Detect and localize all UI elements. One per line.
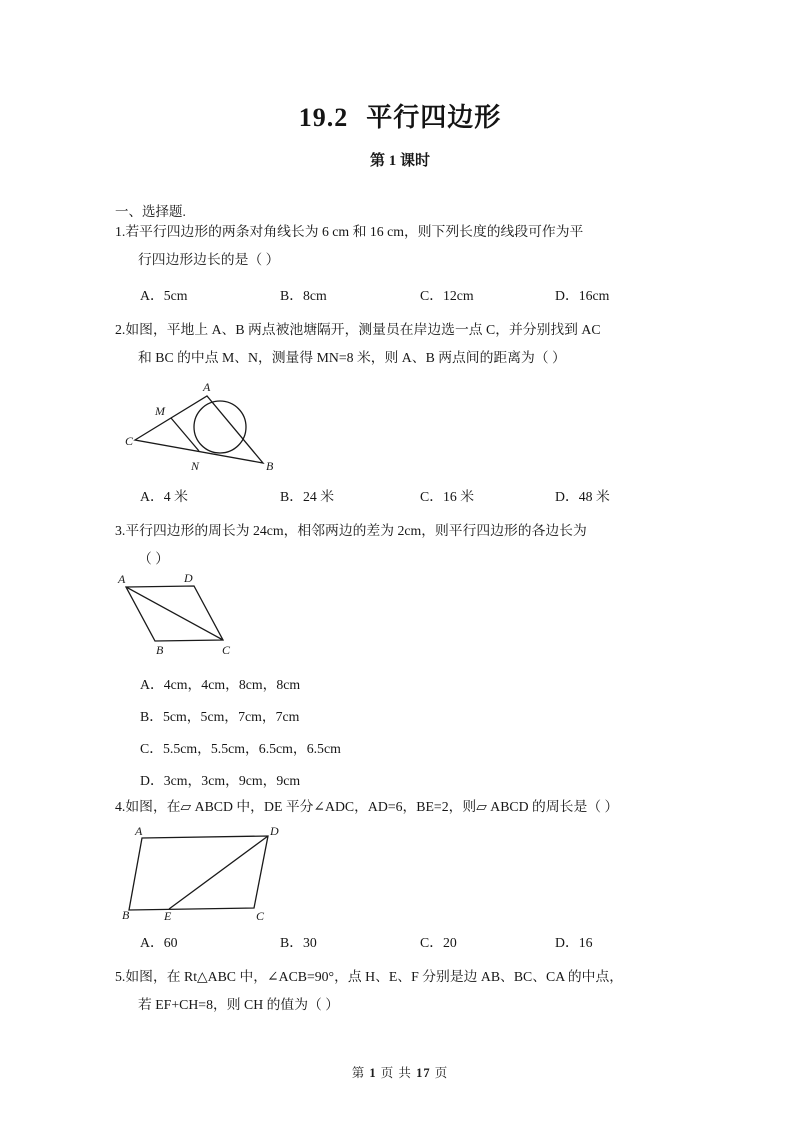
figure-label-a: A xyxy=(203,380,211,394)
question-4-text-1: 如图，在▱ ABCD 中，DE 平分∠ADC，AD=6，BE=2，则▱ ABCD 的周长是（ ） xyxy=(125,799,619,814)
question-1-option-d[interactable]: D．16cm xyxy=(555,288,610,303)
question-2-number: 2. xyxy=(115,322,126,337)
figure-triangle-with-pond xyxy=(125,380,285,475)
question-2-option-b[interactable]: B．24 米 xyxy=(280,489,335,504)
question-4-option-b[interactable]: B．30 xyxy=(280,935,317,950)
figure-label-n: N xyxy=(191,459,200,473)
question-3-number: 3. xyxy=(115,523,126,538)
question-5-text-1: 如图，在 Rt△ABC 中，∠ACB=90°，点 H、E、F 分别是边 AB、BC、CA 的中点， xyxy=(125,969,624,984)
page-subtitle: 第 1 课时 xyxy=(369,153,430,169)
question-1-option-a[interactable]: A．5cm xyxy=(140,288,188,303)
question-2-option-d[interactable]: D．48 米 xyxy=(555,489,610,504)
question-5-line-2: 若 EF+CH=8，则 CH 的值为（ ） xyxy=(138,997,340,1012)
page-title xyxy=(0,97,800,134)
question-2-line-2: 和 BC 的中点 M、N，测量得 MN=8 米，则 A、B 两点间的距离为（ ） xyxy=(138,350,566,365)
footer-suffix: 页 xyxy=(434,1066,449,1080)
figure-label-c: C xyxy=(256,909,265,923)
question-2-line-1 xyxy=(115,320,601,341)
question-2-text-1: 如图，平地上 A、B 两点被池塘隔开，测量员在岸边选一点 C，并分别找到 AC xyxy=(125,322,601,337)
figure-label-m: M xyxy=(155,404,165,418)
question-2-option-a[interactable]: A．4 米 xyxy=(140,489,188,504)
question-5-number: 5. xyxy=(115,969,126,984)
question-1-option-b[interactable]: B．8cm xyxy=(280,288,327,303)
footer-middle: 页 共 xyxy=(380,1066,412,1080)
figure-label-b: B xyxy=(266,459,274,473)
footer-page-number: 1 xyxy=(369,1066,377,1080)
title-number: 19.2 xyxy=(298,103,349,132)
question-3-line-2: （ ） xyxy=(138,551,170,566)
question-1-text-1: 若平行四边形的两条对角线长为 6 cm 和 16 cm，则下列长度的线段可作为平 xyxy=(125,224,584,239)
figure-label-a: A xyxy=(118,572,126,586)
question-5-line-1 xyxy=(115,967,623,988)
title-text: 平行四边形 xyxy=(366,103,502,132)
figure-label-b: B xyxy=(122,908,130,922)
question-2-option-c[interactable]: C．16 米 xyxy=(420,489,475,504)
question-4-option-d[interactable]: D．16 xyxy=(555,935,593,950)
question-1-line-1 xyxy=(115,222,583,243)
question-4-option-a[interactable]: A．60 xyxy=(140,935,178,950)
question-1-line-2: 行四边形边长的是（ ） xyxy=(138,252,280,267)
question-3-option-d[interactable]: D．3cm，3cm，9cm，9cm xyxy=(140,773,301,788)
question-4-line-1 xyxy=(115,797,618,818)
section-heading: 一、选择题. xyxy=(115,204,186,219)
question-3-option-a[interactable]: A．4cm，4cm，8cm，8cm xyxy=(140,677,301,692)
figure-label-e: E xyxy=(164,909,172,923)
figure-parallelogram-de xyxy=(122,824,282,923)
page-footer xyxy=(0,1063,800,1081)
question-3-option-c[interactable]: C．5.5cm，5.5cm，6.5cm，6.5cm xyxy=(140,741,341,756)
figure-label-b: B xyxy=(156,643,164,657)
question-4-option-c[interactable]: C．20 xyxy=(420,935,457,950)
figure-parallelogram-diagonal xyxy=(118,572,248,657)
figure-label-c: C xyxy=(125,434,134,448)
figure-label-a: A xyxy=(135,824,143,838)
question-3-option-b[interactable]: B．5cm，5cm，7cm，7cm xyxy=(140,709,300,724)
question-1-option-c[interactable]: C．12cm xyxy=(420,288,474,303)
footer-total-pages: 17 xyxy=(416,1066,431,1080)
question-3-line-1 xyxy=(115,521,587,542)
question-4-number: 4. xyxy=(115,799,126,814)
question-1-number: 1. xyxy=(115,224,126,239)
figure-label-d: D xyxy=(270,824,279,838)
footer-prefix: 第 xyxy=(351,1066,366,1080)
figure-label-d: D xyxy=(184,571,193,585)
question-3-text-1: 平行四边形的周长为 24cm，相邻两边的差为 2cm，则平行四边形的各边长为 xyxy=(125,523,587,538)
figure-label-c: C xyxy=(222,643,231,657)
